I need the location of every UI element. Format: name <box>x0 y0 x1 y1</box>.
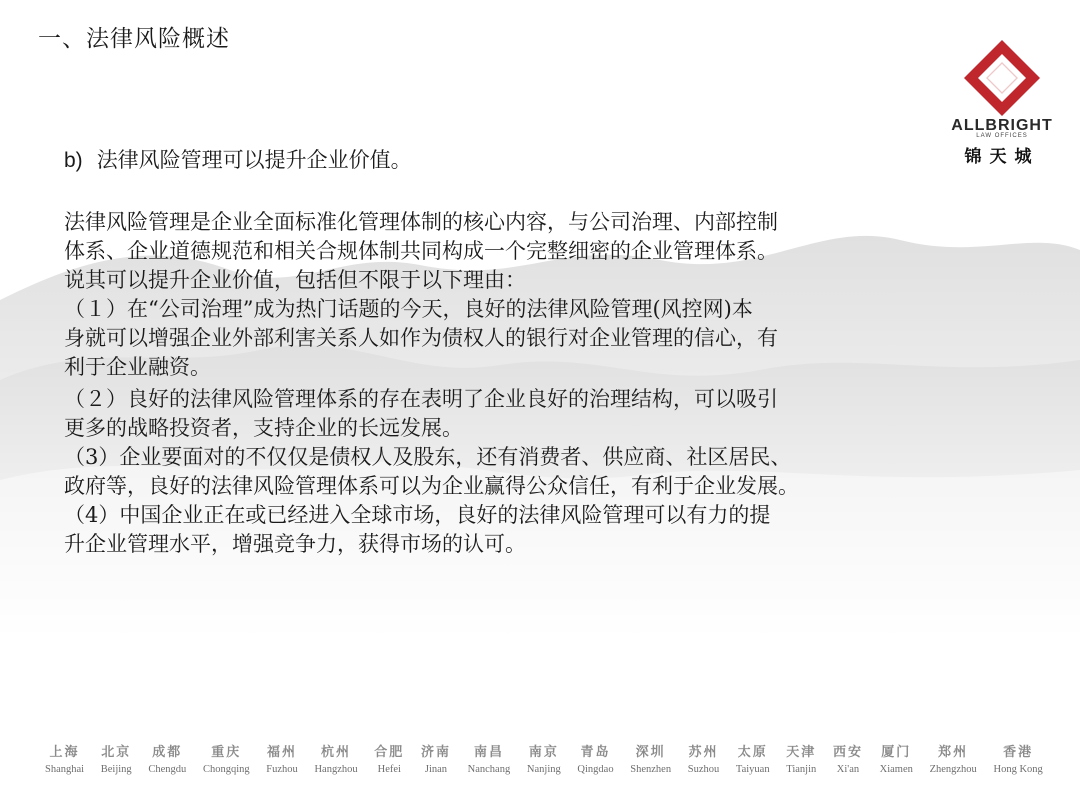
paragraph-reason-3 <box>64 443 994 501</box>
city-name-en: Beijing <box>100 764 132 775</box>
city-name-cn: 南京 <box>528 745 559 760</box>
city-name-cn: 杭州 <box>321 745 352 760</box>
city-name-en: Chongqing <box>202 764 250 775</box>
city-name-cn: 青岛 <box>580 745 611 760</box>
city-name-cn: 福州 <box>267 745 298 760</box>
city-name-en: Suzhou <box>687 764 720 775</box>
city-name-cn: 北京 <box>101 745 132 760</box>
paragraph-reason-2 <box>64 385 994 443</box>
city-item <box>202 741 251 775</box>
city-name-en: Shanghai <box>45 764 85 775</box>
city-item <box>313 741 358 775</box>
city-name-en: Qingdao <box>577 764 614 775</box>
section-subtitle <box>64 144 994 174</box>
city-name-en: Nanjing <box>526 764 561 775</box>
city-name-en: Tianjin <box>786 764 817 775</box>
logo-name-en: ALLBRIGHT <box>951 117 1053 134</box>
city-name-cn: 天津 <box>786 745 817 760</box>
text-line: （4）中国企业正在或已经进入全球市场，良好的法律风险管理可以有力的提 <box>64 503 771 527</box>
city-item <box>576 741 614 775</box>
slide-heading: 一、法律风险概述 <box>38 26 230 52</box>
city-item <box>526 741 562 775</box>
logo-subtitle: LAW OFFICES <box>976 133 1028 139</box>
city-name-cn: 上海 <box>49 745 80 760</box>
city-name-en: Hangzhou <box>314 764 358 775</box>
city-item <box>147 741 187 775</box>
city-name-cn: 西安 <box>832 745 863 760</box>
city-name-cn: 深圳 <box>635 745 666 760</box>
text-line: （２）良好的法律风险管理体系的存在表明了企业良好的治理结构，可以吸引 <box>64 387 778 411</box>
city-item <box>373 741 405 775</box>
city-name-cn: 厦门 <box>881 745 912 760</box>
city-item <box>44 741 85 775</box>
text-line: 升企业管理水平，增强竞争力，获得市场的认可。 <box>64 532 526 556</box>
city-name-cn: 太原 <box>737 745 768 760</box>
city-name-en: Xiamen <box>879 764 913 775</box>
city-item <box>785 741 817 775</box>
city-name-en: Hefei <box>377 764 401 775</box>
city-item <box>265 741 299 775</box>
city-name-en: Nanchang <box>467 764 511 775</box>
city-name-en: Shenzhen <box>630 764 672 775</box>
subtitle-text: 法律风险管理可以提升企业价值。 <box>96 148 412 172</box>
city-name-cn: 重庆 <box>211 745 242 760</box>
text-line: 政府等，良好的法律风险管理体系可以为企业赢得公众信任，有利于企业发展。 <box>64 474 799 498</box>
logo-name-cn: 锦天城 <box>964 147 1040 167</box>
city-name-cn: 苏州 <box>688 745 719 760</box>
logo-mark-icon <box>962 38 1042 118</box>
city-name-cn: 香港 <box>1003 745 1034 760</box>
city-name-cn: 济南 <box>420 745 451 760</box>
text-line: 更多的战略投资者，支持企业的长远发展。 <box>64 416 463 440</box>
text-line: 身就可以增强企业外部利害关系人如作为债权人的银行对企业管理的信心，有 <box>64 326 778 350</box>
text-line: （3）企业要面对的不仅仅是债权人及股东，还有消费者、供应商、社区居民、 <box>64 445 792 469</box>
city-name-en: Xi'an <box>836 764 860 775</box>
slide-content <box>64 144 994 559</box>
city-item <box>992 741 1043 775</box>
text-line: 说其可以提升企业价值，包括但不限于以下理由： <box>64 268 526 292</box>
text-line: 体系、企业道德规范和相关合规体制共同构成一个完整细密的企业管理体系。 <box>64 239 778 263</box>
city-name-en: Hong Kong <box>993 764 1043 775</box>
city-name-en: Taiyuan <box>735 764 770 775</box>
city-item <box>100 741 133 775</box>
text-line: 利于企业融资。 <box>64 355 211 379</box>
text-line: （１）在“公司治理”成为热门话题的今天，良好的法律风险管理(风控网)本 <box>64 297 753 321</box>
city-name-cn: 成都 <box>152 745 183 760</box>
city-name-cn: 南昌 <box>473 745 504 760</box>
city-item <box>879 741 914 775</box>
city-name-en: Zhengzhou <box>929 764 977 775</box>
city-name-cn: 郑州 <box>938 745 969 760</box>
city-name-cn: 合肥 <box>374 745 405 760</box>
text-line: 法律风险管理是企业全面标准化管理体制的核心内容，与公司治理、内部控制 <box>64 210 778 234</box>
city-name-en: Fuzhou <box>266 764 298 775</box>
paragraph-reason-1 <box>64 295 994 382</box>
city-item <box>929 741 978 775</box>
paragraph-reason-4 <box>64 501 994 559</box>
city-item <box>687 741 721 775</box>
subtitle-marker: b) <box>64 149 83 172</box>
city-item <box>420 741 452 775</box>
city-item <box>832 741 864 775</box>
city-name-en: Jinan <box>424 764 448 775</box>
office-cities-footer <box>44 741 1044 775</box>
city-item <box>735 741 771 775</box>
city-item <box>467 741 512 775</box>
city-item <box>629 741 672 775</box>
city-name-en: Chengdu <box>148 764 187 775</box>
paragraph-intro <box>64 208 994 295</box>
